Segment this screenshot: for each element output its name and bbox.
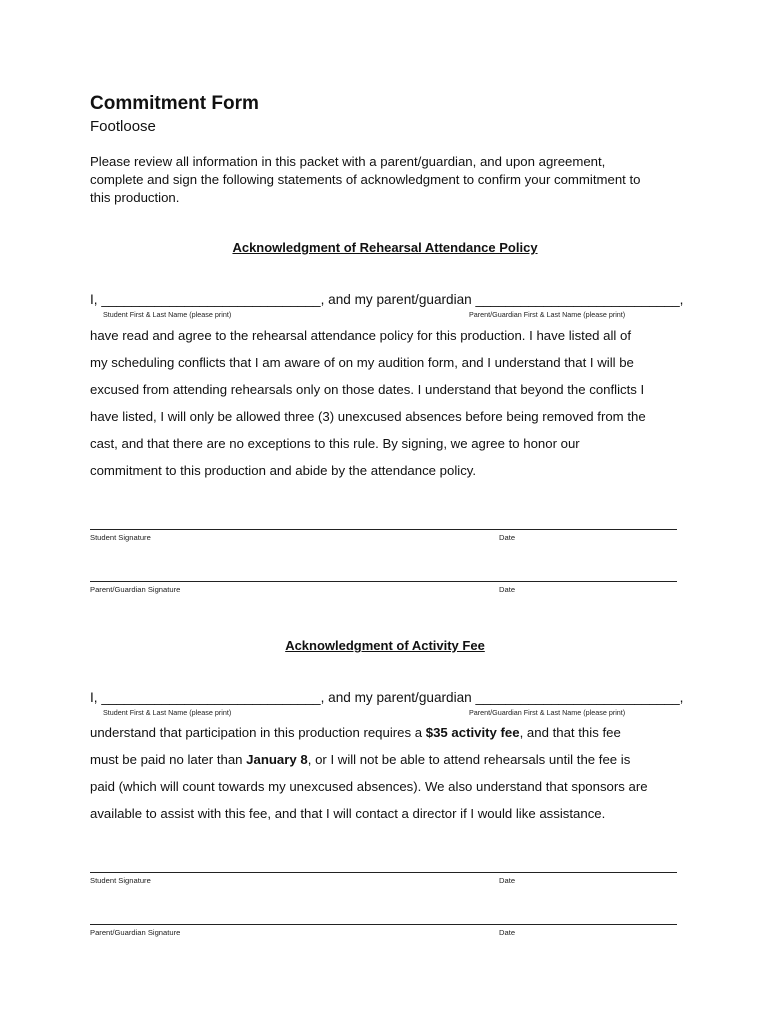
parent-signature-label: Parent/Guardian Signature xyxy=(90,585,181,594)
student-signature-label: Student Signature xyxy=(90,533,151,542)
fee-text-line: available to assist with this fee, and that I will contact a director if I would like assistance. xyxy=(90,806,606,821)
names-suffix: , xyxy=(679,292,684,307)
parent-signature-label: Parent/Guardian Signature xyxy=(90,928,181,937)
parent-name-label: Parent/Guardian First & Last Name (please print) xyxy=(469,708,626,717)
names-middle: , and my parent/guardian xyxy=(320,690,476,705)
attendance-names-line xyxy=(90,292,683,307)
student-name-blank[interactable]: _____________________________ xyxy=(101,292,321,307)
fee-amount: $35 activity fee xyxy=(425,725,520,740)
student-name-label: Student First & Last Name (please print) xyxy=(103,310,232,319)
fee-names-line xyxy=(90,690,683,705)
names-prefix: I, xyxy=(90,292,102,307)
student-signature-label: Student Signature xyxy=(90,876,151,885)
student-date-label: Date xyxy=(499,876,516,885)
fee-text-segment: understand that participation in this production requires a xyxy=(90,725,426,740)
fee-deadline: January 8 xyxy=(246,752,308,767)
student-date-label: Date xyxy=(499,533,516,542)
fee-text-line xyxy=(90,752,630,767)
fee-text-segment: , or I will not be able to attend rehearsals until the fee is xyxy=(307,752,631,767)
parent-name-label: Parent/Guardian First & Last Name (please print) xyxy=(469,310,626,319)
student-name-label: Student First & Last Name (please print) xyxy=(103,708,232,717)
fee-text-segment: , and that this fee xyxy=(519,725,621,740)
fee-text-line: paid (which will count towards my unexcused absences). We also understand that sponsors are xyxy=(90,779,648,794)
intro-line: complete and sign the following statements of acknowledgment to confirm your commitment to xyxy=(90,172,641,187)
parent-name-blank[interactable]: ___________________________ xyxy=(475,690,680,705)
parent-signature-line[interactable] xyxy=(90,924,677,925)
policy-text-line: excused from attending rehearsals only on those dates. I understand that beyond the conflicts I xyxy=(90,382,645,397)
parent-signature-line[interactable] xyxy=(90,581,677,582)
fee-text-line xyxy=(90,725,621,740)
policy-text-line: commitment to this production and abide by the attendance policy. xyxy=(90,463,477,478)
activity-fee-heading: Acknowledgment of Activity Fee xyxy=(285,638,485,653)
names-prefix: I, xyxy=(90,690,102,705)
student-signature-line[interactable] xyxy=(90,529,677,530)
intro-line: this production. xyxy=(90,190,180,205)
policy-text-line: cast, and that there are no exceptions to this rule. By signing, we agree to honor our xyxy=(90,436,580,451)
policy-text-line: have listed, I will only be allowed three (3) unexcused absences before being removed from the xyxy=(90,409,646,424)
form-title: Commitment Form xyxy=(90,93,259,114)
student-signature-line[interactable] xyxy=(90,872,677,873)
student-name-blank[interactable]: _____________________________ xyxy=(101,690,321,705)
fee-text-segment: must be paid no later than xyxy=(90,752,247,767)
intro-paragraph xyxy=(90,153,680,207)
parent-date-label: Date xyxy=(499,585,516,594)
policy-text-line: my scheduling conflicts that I am aware of on my audition form, and I understand that I will be xyxy=(90,355,634,370)
parent-date-label: Date xyxy=(499,928,516,937)
production-name: Footloose xyxy=(90,118,156,135)
names-middle: , and my parent/guardian xyxy=(320,292,476,307)
names-suffix: , xyxy=(679,690,684,705)
attendance-policy-heading: Acknowledgment of Rehearsal Attendance Policy xyxy=(232,240,538,255)
policy-text-line: have read and agree to the rehearsal attendance policy for this production. I have listed all of xyxy=(90,328,632,343)
parent-name-blank[interactable]: ___________________________ xyxy=(475,292,680,307)
intro-line: Please review all information in this packet with a parent/guardian, and upon agreement, xyxy=(90,154,606,169)
